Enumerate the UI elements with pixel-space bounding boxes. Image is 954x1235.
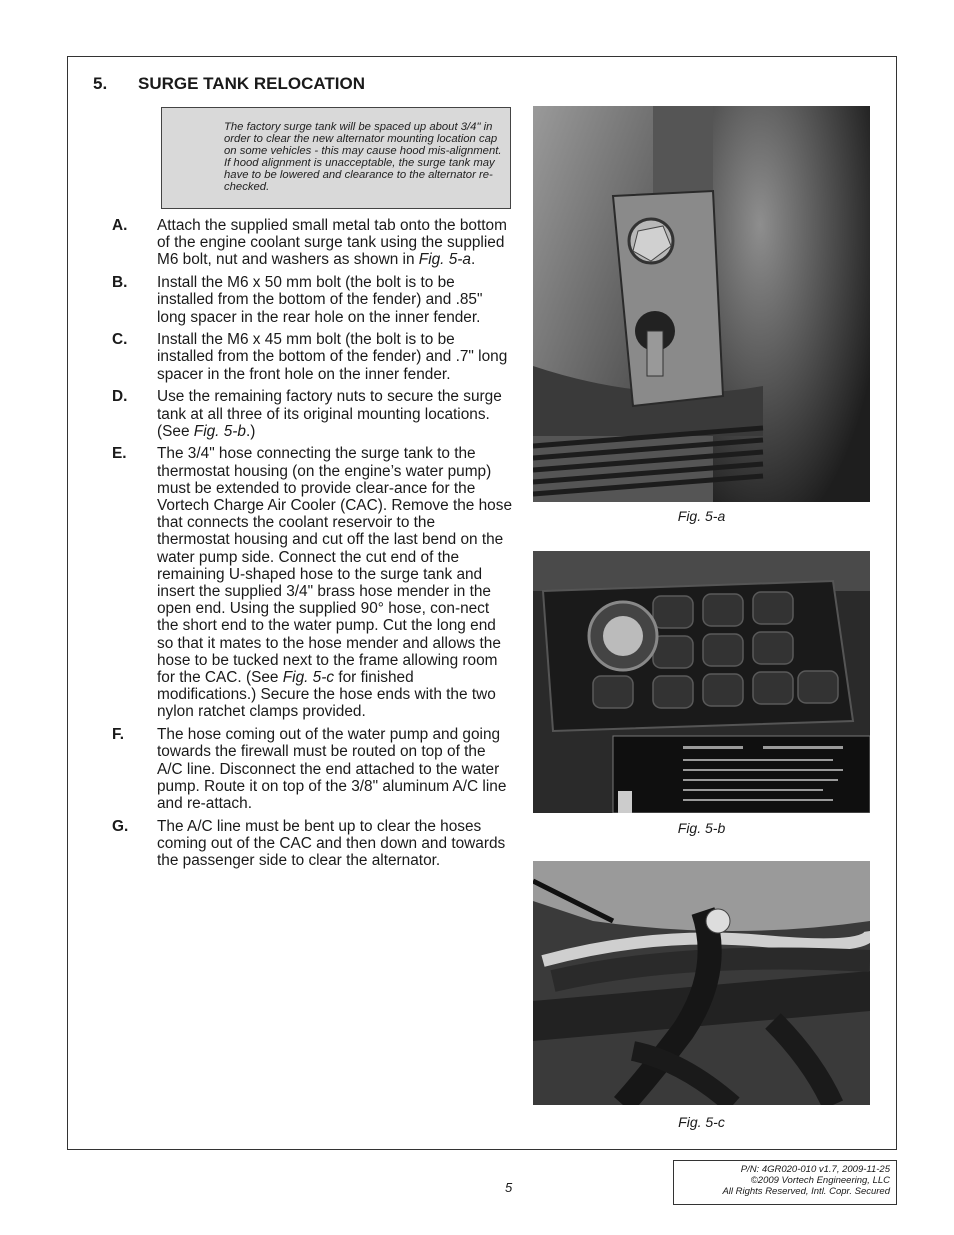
- step-b: [112, 274, 512, 326]
- step-g: [112, 818, 512, 870]
- figure-5a-photo: [533, 106, 870, 502]
- figure-reference: Fig. 5-c: [282, 669, 335, 687]
- step-e: [112, 445, 512, 720]
- step-body: [157, 217, 512, 269]
- figure-5c-photo: [533, 861, 870, 1105]
- step-body: [157, 445, 512, 720]
- step-body: [157, 388, 512, 440]
- step-body: Install the M6 x 50 mm bolt (the bolt is to be installed from the bottom of the fender) and .85" long spacer in the rear hole on the inner fender.: [157, 274, 483, 326]
- note-text: The factory surge tank will be spaced up about 3/4" in order to clear the new alternator mounting location cap on some vehicles - this may cause hood mis-alignment. If hood alignment is unacceptable, the surge tank may have to be lowered and clearance to the alternator re-checked.: [224, 121, 502, 193]
- footer-box: [673, 1160, 897, 1205]
- page-number: 5: [505, 1180, 513, 1195]
- step-letter: G.: [112, 817, 129, 835]
- section-heading: [93, 74, 365, 94]
- step-letter: B.: [112, 274, 128, 292]
- note-box: [161, 107, 511, 209]
- photo-hose-routing: [533, 861, 870, 1105]
- step-letter: C.: [112, 331, 128, 349]
- step-letter: F.: [112, 726, 124, 744]
- step-body: Install the M6 x 45 mm bolt (the bolt is to be installed from the bottom of the fender) and .7" long spacer in the front hole on the inner fender.: [157, 331, 508, 383]
- footer-rights: All Rights Reserved, Intl. Copr. Secured: [722, 1186, 890, 1197]
- figure-5b-photo: [533, 551, 870, 813]
- step-a: [112, 217, 512, 269]
- section-number: 5.: [93, 74, 108, 93]
- figure-5b-caption: Fig. 5-b: [677, 820, 726, 836]
- step-text: .: [470, 251, 476, 269]
- step-text: for finished modifications.) Secure the hose ends with the two nylon ratchet clamps provided.: [157, 669, 496, 721]
- figure-reference: Fig. 5-a: [418, 251, 471, 269]
- step-d: [112, 388, 512, 440]
- section-title: SURGE TANK RELOCATION: [138, 74, 365, 93]
- step-body: The hose coming out of the water pump and going towards the firewall must be routed on top of the A/C line. Disconnect the end attached to the water pump. Route it on top of the 3/8" aluminum A/C line and re-attach.: [157, 726, 507, 812]
- step-text: Use the remaining factory nuts to secure the surge tank at all three of its original mounting locations. (See: [157, 388, 502, 440]
- figure-5a-caption: Fig. 5-a: [677, 508, 726, 524]
- figure-reference: Fig. 5-b: [193, 422, 246, 440]
- step-c: [112, 331, 512, 383]
- step-body: The A/C line must be bent up to clear the hoses coming out of the CAC and then down and towards the passenger side to clear the alternator.: [157, 817, 506, 870]
- step-letter: E.: [112, 445, 127, 463]
- photo-bolted-tab: [533, 106, 870, 502]
- footer-copyright: ©2009 Vortech Engineering, LLC: [750, 1175, 890, 1186]
- figure-5c-caption: Fig. 5-c: [678, 1114, 725, 1130]
- step-f: [112, 726, 512, 812]
- steps-list: [112, 217, 512, 875]
- step-text: .): [245, 422, 256, 440]
- step-letter: D.: [112, 388, 128, 406]
- step-letter: A.: [112, 217, 128, 234]
- step-text: The 3/4" hose connecting the surge tank to the thermostat housing (on the engine’s water pump) must be extended to provide clear-ance for the Vortech Charge Air Cooler (CAC). Remove the hose that connects the coolant reservoir to the thermostat housing and cut off the last bend on the water pump side. Connect the cut end of the remaining U-shaped hose to the surge tank and insert the supplied 3/4" brass hose mender in the open end. Using the supplied 90° hose, con-nect the short end to the water pump. Cut the long end so that it mates to the hose mender and allows the hose to be tucked next to the frame allowing room for the CAC. (See: [157, 445, 512, 687]
- photo-surge-tank: [533, 551, 870, 813]
- footer-part-number: P/N: 4GR020-010 v1.7, 2009-11-25: [740, 1164, 890, 1175]
- step-text: Attach the supplied small metal tab onto the bottom of the engine coolant surge tank using the supplied M6 bolt, nut and washers as shown in: [157, 217, 507, 269]
